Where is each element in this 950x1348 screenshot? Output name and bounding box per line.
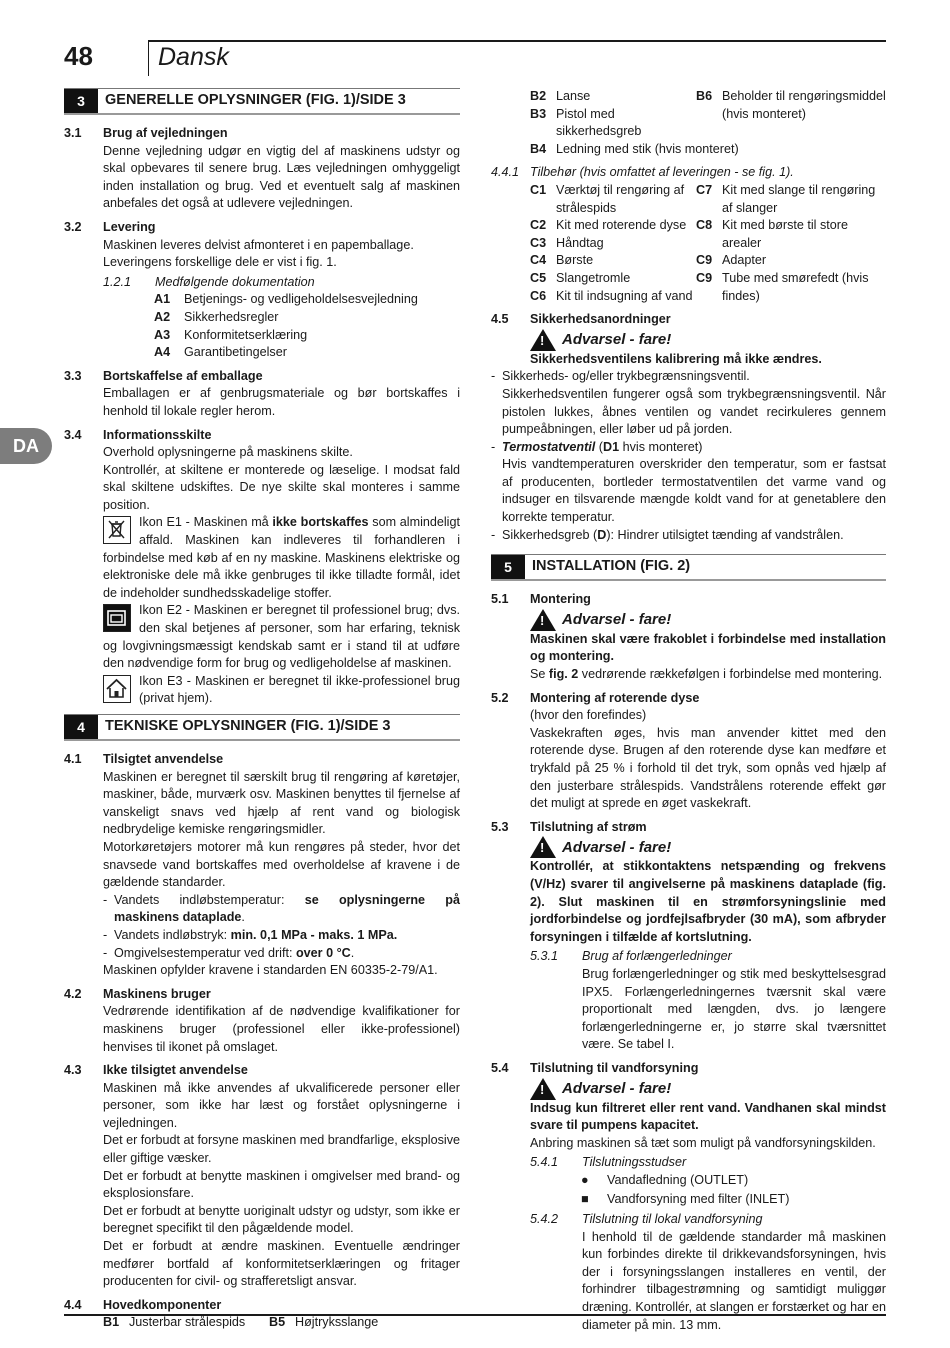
item-label: Garantibetingelser bbox=[184, 345, 287, 360]
item-label: Beholder til rengøringsmiddel (hvis monteret) bbox=[722, 89, 886, 121]
item-label: Højtryksslange bbox=[295, 1315, 379, 1330]
list-item bbox=[103, 1314, 269, 1332]
section-3-1 bbox=[64, 125, 460, 213]
subsection-5-4-2 bbox=[530, 1211, 886, 1334]
section-5-3 bbox=[491, 819, 886, 947]
paragraph: Motorkøretøjers motorer må kun rengøres på steder, hvor det snavsede vand bortskaffes med overholdelse af kravene i de gældende standarder. bbox=[103, 839, 460, 890]
text-run-bold: D1 bbox=[603, 439, 620, 454]
section-4-3 bbox=[64, 1062, 460, 1291]
text-run-bold: D bbox=[597, 527, 607, 542]
text-run: hvis monteret) bbox=[619, 439, 703, 454]
text-run: ): Hindrer utilsigtet tænding af vandstrålen. bbox=[606, 527, 844, 542]
item-code: A4 bbox=[154, 345, 171, 360]
section-title: Montering bbox=[530, 592, 591, 607]
list-item bbox=[154, 344, 460, 362]
section-title: Sikkerhedsanordninger bbox=[530, 312, 671, 327]
chapter-title: GENERELLE OPLYSNINGER (FIG. 1)/SIDE 3 bbox=[105, 92, 406, 109]
section-number: 3.2 bbox=[64, 219, 82, 234]
header-divider bbox=[148, 40, 149, 76]
section-number: 5.4 bbox=[491, 1060, 509, 1075]
warning-text: Indsug kun filtreret eller rent vand. Vandhanen skal mindst svare til pumpens kapacitet. bbox=[530, 1100, 886, 1133]
item-label: Håndtag bbox=[556, 235, 604, 250]
bullet-item bbox=[581, 1191, 886, 1209]
warning-text: Maskinen skal være frakoblet i forbindelse med installation og montering. bbox=[530, 631, 886, 664]
warning-heading bbox=[530, 609, 886, 631]
text-run: Se bbox=[530, 667, 549, 682]
section-number: 4.4 bbox=[64, 1297, 82, 1312]
text-run: Ikon E3 - Maskinen er beregnet til ikke-professionel brug (privat hjem). bbox=[139, 673, 460, 706]
list-item bbox=[696, 252, 886, 270]
list-item-spacer bbox=[696, 123, 886, 141]
list-item bbox=[696, 217, 886, 252]
paragraph: Denne vejledning udgør en vigtig del af maskinens udstyr og skal opbevares til senere brug. Læs vejledningen omhyggeligt inden installation og brug. Ved et eventuelt salg af maskinen anbefales det også at udlevere vejledningen. bbox=[103, 143, 460, 211]
list-item bbox=[530, 252, 696, 270]
section-5-2 bbox=[491, 690, 886, 813]
item-code: B3 bbox=[530, 106, 547, 121]
item-code bbox=[696, 123, 722, 141]
warning-title: Advarsel - fare! bbox=[562, 838, 672, 856]
warning-text: Sikkerhedsventilens kalibrering må ikke ændres. bbox=[530, 351, 822, 366]
section-number: 5.1 bbox=[491, 592, 509, 607]
paragraph: Vedrørende identifikation af de nødvendige kvalifikationer for maskinens bruger (professionel eller ikke-professionel) henvises til ikonet på omslaget. bbox=[103, 1004, 460, 1054]
item-code: C2 bbox=[530, 218, 547, 233]
paragraph: Anbring maskinen så tæt som muligt på vandforsyningskilden. bbox=[530, 1135, 876, 1150]
warning-heading bbox=[530, 1078, 886, 1100]
section-number: 5.2 bbox=[491, 690, 509, 705]
dash-item bbox=[103, 927, 460, 945]
list-item bbox=[530, 182, 696, 217]
item-label bbox=[722, 123, 886, 141]
text-run-bold: ikke bortskaffes bbox=[272, 515, 369, 530]
section-number: 3.4 bbox=[64, 427, 82, 442]
text-run: Omgivelsestemperatur ved drift: bbox=[114, 945, 296, 960]
item-label: Lanse bbox=[556, 89, 591, 103]
text-run-bold: fig. 2 bbox=[548, 667, 579, 682]
subsection-title: Tilslutningsstudser bbox=[582, 1155, 687, 1170]
warning-text: Kontrollér, at stikkontaktens netspænding og frekvens (V/Hz) svarer til angivelserne på maskinens dataplade (fig. 2). Slut maskinen til en strømforsyningslinie med jordforbindelse og jordfejlsafbryder (30 mA), som afbryder forsyningen i tilfælde af kortslutning. bbox=[530, 859, 886, 944]
section-3-4 bbox=[64, 427, 460, 709]
language-title: Dansk bbox=[158, 43, 229, 71]
item-label: Adapter bbox=[722, 253, 767, 268]
section-3-2 bbox=[64, 219, 460, 272]
paragraph: Maskinen er beregnet til særskilt brug til rengøring af køretøjer, maskiner, både, murværk osv. Maskinen benyttes til fjernelse af vanskeligt snavs ved hjælp af rent vand og biologisk nedbrydelige kemiske rengøringsmidler. bbox=[103, 769, 460, 837]
text-run: Vandets indløbstryk: bbox=[114, 927, 231, 942]
item-code: B4 bbox=[530, 141, 547, 156]
text-run-bold: over 0 °C bbox=[295, 945, 351, 960]
right-column bbox=[491, 88, 886, 1334]
chapter-number: 4 bbox=[64, 715, 98, 739]
documentation-list bbox=[154, 291, 460, 361]
header-rule bbox=[148, 40, 886, 42]
item-code: C1 bbox=[530, 182, 547, 197]
dash-item bbox=[491, 368, 886, 386]
list-item bbox=[696, 270, 886, 305]
item-label: Kit med børste til store arealer bbox=[722, 218, 848, 250]
dash: - bbox=[491, 527, 496, 542]
item-label: Konformitetserklæring bbox=[184, 327, 308, 342]
paragraph: Maskinen opfylder kravene i standarden EN 60335-2-79/A1. bbox=[103, 963, 438, 978]
text-run: ( bbox=[595, 439, 604, 454]
page-number: 48 bbox=[64, 41, 93, 71]
chapter-3-header bbox=[64, 88, 460, 115]
icon-e3-paragraph bbox=[103, 673, 460, 708]
section-3-3 bbox=[64, 368, 460, 421]
section-number: 4.3 bbox=[64, 1063, 82, 1078]
section-title: Ikke tilsigtet anvendelse bbox=[103, 1063, 248, 1078]
item-label: Børste bbox=[556, 253, 594, 268]
text-run-bold: se oplysningerne på maskinens dataplade bbox=[114, 892, 460, 925]
item-label: Justerbar strålespids bbox=[129, 1315, 246, 1330]
item-label: Kit med roterende dyse bbox=[556, 218, 687, 233]
section-4-4 bbox=[64, 1297, 460, 1332]
list-item bbox=[530, 235, 696, 253]
paragraph: Hvis vandtemperaturen overskrider den temperatur, som er fastsat af producenten, bortleder termostatventilen det varme vand og indsuger en tilsvarende mængde koldt vand for at genetablere den korrekte temperatur. bbox=[502, 457, 886, 525]
section-4-5 bbox=[491, 311, 886, 368]
list-item bbox=[530, 288, 696, 306]
section-5-1 bbox=[491, 591, 886, 683]
chapter-5-header bbox=[491, 554, 886, 581]
text-run: Ikon E1 - Maskinen må bbox=[139, 515, 273, 530]
paragraph: Det er forbudt at ændre maskinen. Eventuelle ændringer medfører bortfald af konformitetserklæringen og fritager producenten for civil- og strafferetsligt ansvar. bbox=[103, 1239, 460, 1289]
subsection-5-3-1 bbox=[530, 948, 886, 1054]
dash: - bbox=[103, 927, 108, 942]
item-label: Tube med smørefedt (hvis findes) bbox=[722, 270, 869, 303]
paragraph: Det er forbudt at forsyne maskinen med brandfarlige, eksplosive eller giftige væsker. bbox=[103, 1133, 461, 1166]
section-4-1 bbox=[64, 751, 460, 980]
item-code: A1 bbox=[154, 292, 171, 307]
list-item bbox=[154, 291, 460, 309]
section-number: 4.5 bbox=[491, 312, 509, 327]
item-label: Betjenings- og vedligeholdelsesvejledning bbox=[184, 292, 418, 307]
section-title: Brug af vejledningen bbox=[103, 126, 228, 140]
item-code: C5 bbox=[530, 270, 547, 285]
warning-title: Advarsel - fare! bbox=[562, 611, 672, 629]
warning-icon bbox=[530, 329, 556, 351]
warning-heading bbox=[530, 836, 886, 858]
section-title: Informationsskilte bbox=[103, 427, 212, 442]
crossed-bin-icon bbox=[103, 516, 131, 544]
warning-icon bbox=[530, 609, 556, 631]
safety-devices-list bbox=[491, 368, 886, 544]
paragraph: Maskinen leveres delvist afmonteret i en papemballage. bbox=[103, 237, 414, 252]
text-run: Ikon E2 - Maskinen er beregnet til professionel brug; dvs. den skal betjenes af personer, som har erfaring, teknisk og lovgivningsmæssigt kendskab samt er i stand til at udføre den nødvendige form for brug og vedligeholdelse af maskinen. bbox=[103, 603, 460, 671]
chapter-number: 5 bbox=[491, 555, 525, 579]
components-list bbox=[103, 1314, 460, 1332]
section-title: Tilslutning af strøm bbox=[530, 819, 647, 834]
paragraph: Emballagen er af genbrugsmateriale og bør bortskaffes i henhold til lokale regler herom. bbox=[103, 386, 460, 418]
subsection-number: 5.3.1 bbox=[530, 949, 559, 964]
text-run: som almindeligt affald. Maskinen kan indleveres til forhandleren i forbindelse med køb af en ny maskine. Maskinens elektriske og elektroniske dele må ikke genbruges til ikke tilladte formål, idet de indeholder sundhedsskadelige stoffer. bbox=[103, 515, 460, 600]
paragraph: Leveringens forskellige dele er vist i fig. 1. bbox=[103, 255, 337, 270]
section-number: 4.2 bbox=[64, 986, 82, 1001]
text-run: . bbox=[241, 910, 245, 925]
paragraph: (hvor den forefindes) bbox=[530, 708, 647, 723]
circle-bullet-icon: ● bbox=[581, 1172, 589, 1187]
item-label: Kit med slange til rengøring af slanger bbox=[722, 182, 876, 215]
text-run: Sikkerheds- og/eller trykbegrænsningsventil. bbox=[502, 369, 750, 384]
item-code: C6 bbox=[530, 288, 547, 303]
subsection-title: Brug af forlængerledninger bbox=[582, 949, 732, 964]
subsection-5-4-1 bbox=[530, 1154, 886, 1172]
subsection-number: 5.4.1 bbox=[530, 1155, 559, 1170]
item-code: C9 bbox=[696, 270, 713, 285]
text-run: . bbox=[350, 945, 355, 960]
item-code: C9 bbox=[696, 253, 713, 268]
item-label: Værktøj til rengøring af strålespids bbox=[556, 182, 685, 215]
square-bullet-icon: ■ bbox=[581, 1192, 589, 1207]
text-run: Vandets indløbstemperatur: bbox=[114, 892, 305, 907]
icon-e1-paragraph bbox=[103, 514, 460, 602]
chapter-number: 3 bbox=[64, 89, 98, 113]
list-item bbox=[154, 327, 460, 345]
chapter-title: INSTALLATION (FIG. 2) bbox=[532, 558, 691, 575]
section-title: Bortskaffelse af emballage bbox=[103, 368, 263, 383]
list-item bbox=[696, 182, 886, 217]
item-label: Pistol med sikkerhedsgreb bbox=[556, 106, 642, 139]
section-title: Tilslutning til vandforsyning bbox=[530, 1060, 699, 1075]
subsection-4-4-1 bbox=[491, 164, 886, 182]
warning-icon bbox=[530, 836, 556, 858]
professional-use-icon bbox=[103, 604, 131, 632]
section-title: Levering bbox=[103, 219, 156, 234]
subsection-number: 1.2.1 bbox=[103, 274, 132, 289]
section-number: 3.3 bbox=[64, 368, 82, 383]
list-item bbox=[530, 106, 696, 141]
chapter-title: TEKNISKE OPLYSNINGER (FIG. 1)/SIDE 3 bbox=[105, 718, 391, 735]
text-run: Vandafledning (OUTLET) bbox=[607, 1172, 749, 1187]
paragraph: I henhold til de gældende standarder må maskinen kun forbindes direkte til drikkevandsforsyningen, hvis der i forsyningsslangen installeres en ventil, der forhindrer tilbagestrømning og samtidigt muliggør dræning. Kontrollér, at slangen er forstærket og har en diameter på min. 13 mm. bbox=[582, 1229, 886, 1332]
paragraph: Det er forbudt at benytte maskinen i omgivelser med brand- og eksplosionsfare. bbox=[103, 1168, 460, 1201]
dash: - bbox=[491, 369, 496, 384]
subsection-number: 4.4.1 bbox=[491, 165, 520, 180]
item-code: A2 bbox=[154, 309, 171, 324]
section-4-2 bbox=[64, 986, 460, 1056]
list-item bbox=[269, 1314, 460, 1332]
paragraph: Kontrollér, at skiltene er monterede og læselige. I modsat fald skal skiltene udskiftes. De nye skilte skal monteres i samme position. bbox=[103, 462, 460, 512]
item-code: C4 bbox=[530, 253, 547, 268]
section-number: 5.3 bbox=[491, 819, 509, 834]
item-code: B6 bbox=[696, 89, 713, 103]
section-title: Tilsigtet anvendelse bbox=[103, 752, 224, 766]
list-item bbox=[154, 309, 460, 327]
section-title: Hovedkomponenter bbox=[103, 1297, 222, 1312]
warning-heading bbox=[530, 329, 886, 351]
subsection-1-2-1 bbox=[103, 274, 460, 292]
subsection-number: 5.4.2 bbox=[530, 1212, 559, 1227]
left-column bbox=[64, 88, 460, 1338]
item-code: C7 bbox=[696, 182, 713, 197]
text-run: Vandforsyning med filter (INLET) bbox=[607, 1192, 790, 1207]
warning-title: Advarsel - fare! bbox=[562, 1079, 672, 1097]
subsection-title: Tilslutning til lokal vandforsyning bbox=[582, 1212, 763, 1227]
warning-title: Advarsel - fare! bbox=[562, 330, 672, 348]
item-label: Sikkerhedsregler bbox=[184, 309, 279, 324]
paragraph: Maskinen må ikke anvendes af ukvalificerede personer eller personer, som ikke har læst og forstået oplysningerne i vejledningen. bbox=[103, 1080, 460, 1130]
language-side-tab: DA bbox=[0, 428, 52, 464]
components-list-continued bbox=[530, 88, 886, 158]
dash: - bbox=[103, 892, 108, 907]
paragraph: Sikkerhedsventilen fungerer også som trykbegrænsningsventil. Når pistolen lukkes, åbnes ventilen og vandet recirkuleres gennem pumpeåbningen, eller løber ud på jorden. bbox=[502, 386, 886, 437]
dash-item bbox=[491, 527, 886, 545]
bullet-item bbox=[581, 1172, 886, 1190]
section-number: 3.1 bbox=[64, 126, 82, 140]
paragraph: Overhold oplysningerne på maskinens skilte. bbox=[103, 445, 353, 460]
subsection-title: Medfølgende dokumentation bbox=[155, 274, 315, 289]
text-run-bold: Termostatventil bbox=[502, 439, 596, 454]
list-item bbox=[696, 88, 886, 123]
item-code: C8 bbox=[696, 218, 713, 233]
section-title: Montering af roterende dyse bbox=[530, 690, 700, 705]
dash-item bbox=[103, 892, 460, 927]
item-label: Ledning med stik (hvis monteret) bbox=[556, 141, 739, 156]
home-icon bbox=[103, 675, 131, 703]
item-code: B1 bbox=[103, 1315, 120, 1330]
section-number: 4.1 bbox=[64, 752, 82, 766]
chapter-4-header bbox=[64, 714, 460, 741]
paragraph: Brug forlængerledninger og stik med beskyttelsesgrad IPX5. Forlængerledningernes tværsnit skal være proportionalt med længden, dvs. jo længere forlængerledningerne er, jo større skal tværsnittet være. Se tabel I. bbox=[582, 966, 886, 1052]
list-item bbox=[530, 141, 886, 159]
dash-item bbox=[103, 945, 460, 963]
icon-e2-paragraph bbox=[103, 602, 460, 672]
subsection-title: Tilbehør (hvis omfattet af leveringen - se fig. 1). bbox=[530, 165, 794, 180]
dash-item bbox=[491, 439, 886, 457]
section-5-4 bbox=[491, 1060, 886, 1152]
accessories-list bbox=[530, 182, 886, 305]
item-code: A3 bbox=[154, 327, 171, 342]
item-code: B2 bbox=[530, 89, 547, 103]
section-title: Maskinens bruger bbox=[103, 986, 211, 1001]
text-run-bold: min. 0,1 MPa - maks. 1 MPa. bbox=[230, 927, 398, 942]
item-label: Slangetromle bbox=[556, 270, 631, 285]
item-code: B5 bbox=[269, 1315, 286, 1330]
paragraph: Det er forbudt at benytte uoriginalt udstyr og udstyr, som ikke er beregnet specifikt til den pågældende model. bbox=[103, 1203, 460, 1236]
text-run: vedrørende rækkefølgen i forbindelse med montering. bbox=[578, 667, 883, 682]
paragraph: Vaskekraften øges, hvis man anvender kittet med den roterende dyse. Brugen af den roterende dyse kan medføre et trykfald på 25 % i forhold til det tryk, som opnås ved hjælp af den justerbare strålespids. Vandstrålens roterende effekt gør det muligt at sprede en øget vaskekraft. bbox=[530, 725, 886, 811]
warning-icon bbox=[530, 1078, 556, 1100]
dash: - bbox=[491, 439, 496, 454]
dash: - bbox=[103, 945, 108, 960]
text-run: Sikkerhedsgreb ( bbox=[502, 527, 598, 542]
item-code: C3 bbox=[530, 235, 547, 250]
item-label: Kit til indsugning af vand bbox=[556, 288, 693, 303]
